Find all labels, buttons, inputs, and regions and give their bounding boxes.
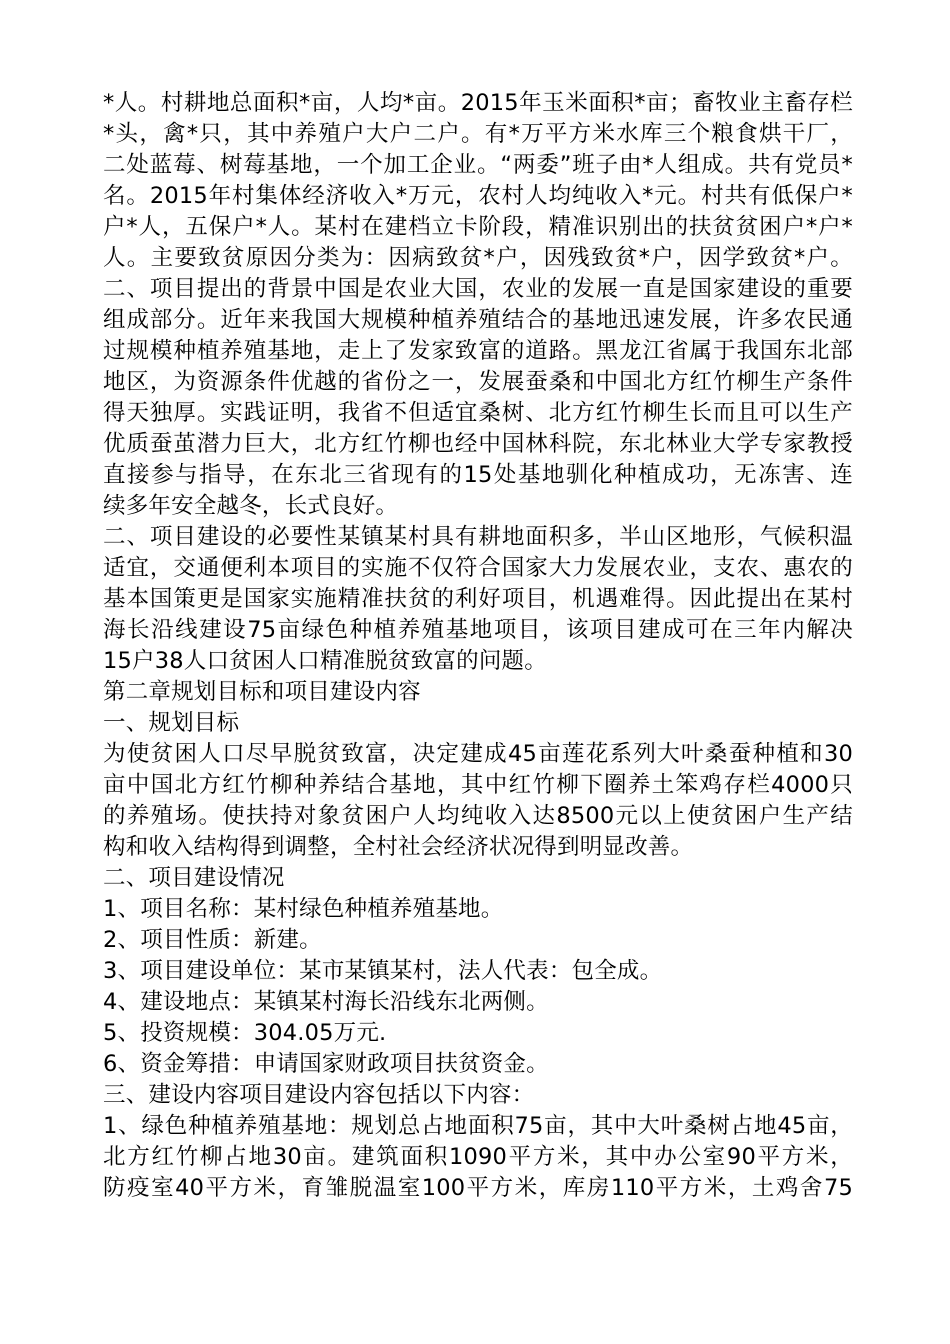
text-line: 续多年安全越冬，长式良好。 — [103, 493, 399, 519]
text-line: 直接参与指导，在东北三省现有的15处基地驯化种植成功，无冻害、连 — [103, 462, 853, 488]
document-page — [103, 88, 853, 1204]
text-line: 适宜，交通便利本项目的实施不仅符合国家大力发展农业，支农、惠农的 — [103, 555, 853, 581]
text-line: 亩中国北方红竹柳种养结合基地，其中红竹柳下圈养土笨鸡存栏4000只 — [103, 772, 853, 798]
text-line: 地区，为资源条件优越的省份之一，发展蚕桑和中国北方红竹柳生产条件 — [103, 369, 853, 395]
text-line: 名。2015年村集体经济收入*万元，农村人均纯收入*元。村共有低保户* — [103, 183, 853, 209]
text-line: 海长沿线建设75亩绿色种植养殖基地项目，该项目建成可在三年内解决 — [103, 617, 853, 643]
section-heading: 二、项目提出的背景中国是农业大国，农业的发展一直是国家建设的重要 — [103, 276, 853, 302]
text-line: 构和收入结构得到调整，全村社会经济状况得到明显改善。 — [103, 834, 694, 860]
list-item: 4、建设地点：某镇某村海长沿线东北两侧。 — [103, 989, 549, 1015]
text-line: 优质蚕茧潜力巨大，北方红竹柳也经中国林科院，东北林业大学专家教授 — [103, 431, 853, 457]
text-line: 为使贫困人口尽早脱贫致富，决定建成45亩莲花系列大叶桑蚕种植和30 — [103, 741, 853, 767]
text-line: 的养殖场。使扶持对象贫困户人均纯收入达8500元以上使贫困户生产结 — [103, 803, 853, 829]
text-line: *人。村耕地总面积*亩，人均*亩。2015年玉米面积*亩；畜牧业主畜存栏 — [103, 90, 853, 116]
list-item: 6、资金筹措：申请国家财政项目扶贫资金。 — [103, 1051, 549, 1077]
text-line: *头，禽*只，其中养殖户大户二户。有*万平方米水库三个粮食烘干厂， — [103, 121, 853, 147]
text-line: 防疫室40平方米，育雏脱温室100平方米，库房110平方米，土鸡舍75 — [103, 1175, 853, 1201]
section-heading: 三、建设内容项目建设内容包括以下内容： — [103, 1082, 535, 1108]
text-line: 组成部分。近年来我国大规模种植养殖结合的基地迅速发展，许多农民通 — [103, 307, 853, 333]
section-heading: 一、规划目标 — [103, 710, 240, 736]
text-line: 人。主要致贫原因分类为：因病致贫*户，因残致贫*户，因学致贫*户。 — [103, 245, 853, 271]
text-line: 基本国策更是国家实施精准扶贫的利好项目，机遇难得。因此提出在某村 — [103, 586, 853, 612]
section-heading: 二、项目建设的必要性某镇某村具有耕地面积多，半山区地形，气候积温 — [103, 524, 853, 550]
list-item: 1、绿色种植养殖基地：规划总占地面积75亩，其中大叶桑树占地45亩， — [103, 1113, 853, 1139]
list-item: 5、投资规模：304.05万元. — [103, 1020, 387, 1046]
text-line: 户*人，五保户*人。某村在建档立卡阶段，精准识别出的扶贫贫困户*户* — [103, 214, 853, 240]
section-heading: 二、项目建设情况 — [103, 865, 285, 891]
list-item: 1、项目名称：某村绿色种植养殖基地。 — [103, 896, 504, 922]
text-line: 得天独厚。实践证明，我省不但适宜桑树、北方红竹柳生长而且可以生产 — [103, 400, 853, 426]
list-item: 3、项目建设单位：某市某镇某村，法人代表：包全成。 — [103, 958, 663, 984]
text-line: 过规模种植养殖基地，走上了发家致富的道路。黑龙江省属于我国东北部 — [103, 338, 853, 364]
text-line: 15户38人口贫困人口精准脱贫致富的问题。 — [103, 648, 547, 674]
text-line: 二处蓝莓、树莓基地，一个加工企业。“两委”班子由*人组成。共有党员* — [103, 152, 853, 178]
text-line: 北方红竹柳占地30亩。建筑面积1090平方米，其中办公室90平方米， — [103, 1144, 853, 1170]
chapter-heading: 第二章规划目标和项目建设内容 — [103, 679, 421, 705]
list-item: 2、项目性质：新建。 — [103, 927, 322, 953]
